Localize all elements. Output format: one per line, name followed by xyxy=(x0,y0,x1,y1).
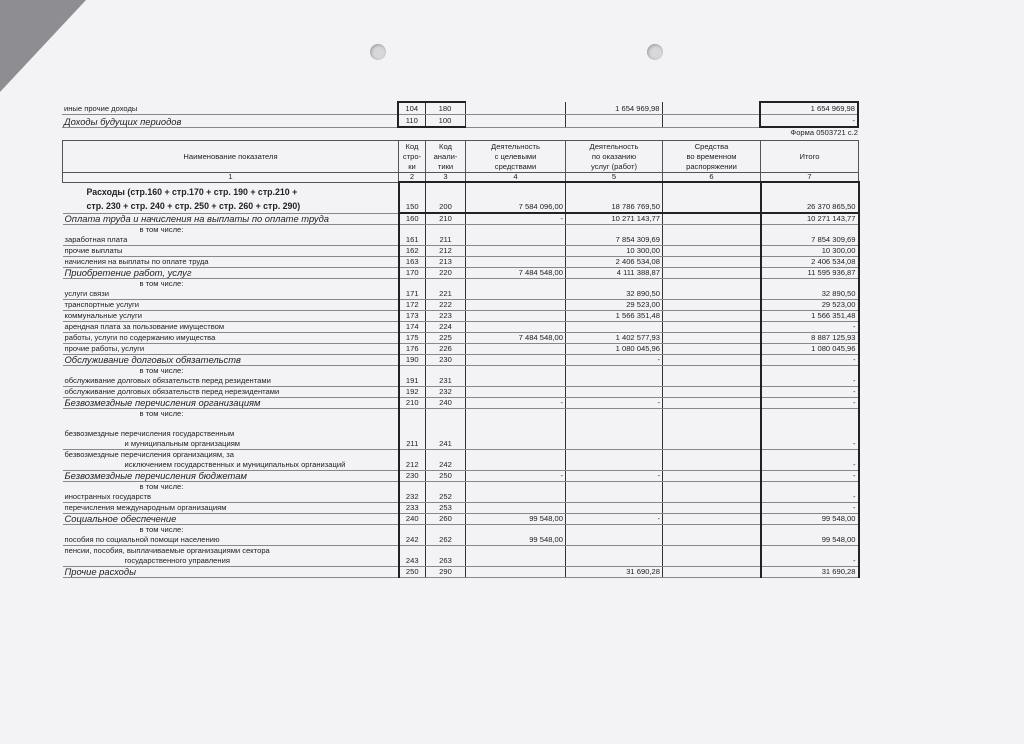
col5-value xyxy=(566,387,663,398)
row-label xyxy=(63,525,399,546)
col-number: 5 xyxy=(566,173,663,183)
header-code: Код стро- ки xyxy=(399,141,426,173)
col6-value xyxy=(663,355,761,366)
col4-value xyxy=(466,409,566,450)
row-analytics: 220 xyxy=(426,268,466,279)
col4-value xyxy=(465,102,565,115)
form-number: Форма 0503721 с.2 xyxy=(790,128,858,137)
header-col4: Деятельность с целевыми средствами xyxy=(466,141,566,173)
punch-hole xyxy=(370,44,386,60)
col6-value xyxy=(663,546,761,567)
row-label-line: обслуживание долговых обязательств перед резидентами xyxy=(64,376,271,385)
row-label-line: исключением государственных и муниципальных организаций xyxy=(124,460,346,469)
row-analytics: 262 xyxy=(426,525,466,546)
row-analytics: 230 xyxy=(426,355,466,366)
in-that-number-label: в том числе: xyxy=(139,366,184,375)
col4-value xyxy=(466,366,566,387)
row-label-line: и муниципальным организациям xyxy=(124,439,241,448)
row-code: 175 xyxy=(399,333,426,344)
table-row xyxy=(63,525,859,546)
total-value: - xyxy=(761,322,859,333)
row-label xyxy=(63,567,399,578)
col5-value xyxy=(566,366,663,387)
row-label xyxy=(63,279,399,300)
col4-value: 7 484 548,00 xyxy=(466,268,566,279)
row-label: иные прочие доходы xyxy=(62,102,398,115)
row-code: 192 xyxy=(399,387,426,398)
row-label-line: начисления на выплаты по оплате труда xyxy=(64,257,209,266)
col4-value xyxy=(466,257,566,268)
total-value: 2 406 534,08 xyxy=(761,257,859,268)
row-code: 190 xyxy=(399,355,426,366)
col5-value: 7 854 309,69 xyxy=(566,225,663,246)
col6-value xyxy=(662,115,760,128)
row-label xyxy=(63,482,399,503)
col6-value xyxy=(663,344,761,355)
col6-value xyxy=(663,333,761,344)
row-analytics: 225 xyxy=(426,333,466,344)
col5-value: 1 654 969,98 xyxy=(565,102,662,115)
row-analytics: 224 xyxy=(426,322,466,333)
row-label-line: работы, услуги по содержанию имущества xyxy=(64,333,216,342)
row-label-line: прочие работы, услуги xyxy=(64,344,145,353)
header-col6: Средства во временном распоряжении xyxy=(663,141,761,173)
in-that-number-label: в том числе: xyxy=(139,225,184,234)
col4-value xyxy=(466,546,566,567)
row-code: 160 xyxy=(399,213,426,225)
table-row xyxy=(63,366,859,387)
row-label-line: прочие выплаты xyxy=(64,246,123,255)
col5-value: 31 690,28 xyxy=(566,567,663,578)
col4-value xyxy=(466,387,566,398)
col5-value xyxy=(566,546,663,567)
total-value: 26 370 865,50 xyxy=(761,182,859,213)
col4-value xyxy=(466,225,566,246)
col5-value: 10 271 143,77 xyxy=(566,213,663,225)
row-analytics: 210 xyxy=(426,213,466,225)
total-value: 1 654 969,98 xyxy=(760,102,858,115)
row-analytics: 200 xyxy=(426,182,466,213)
row-label-line: услуги связи xyxy=(64,289,109,298)
col4-value: 7 484 548,00 xyxy=(466,333,566,344)
table-row xyxy=(63,322,859,333)
total-value: - xyxy=(761,503,859,514)
table-row xyxy=(63,300,859,311)
table-row xyxy=(63,409,859,450)
col4-value: 99 548,00 xyxy=(466,525,566,546)
total-value: 1 566 351,48 xyxy=(761,311,859,322)
col5-value xyxy=(566,322,663,333)
row-analytics: 221 xyxy=(426,279,466,300)
row-code: 242 xyxy=(399,525,426,546)
row-label-line: Прочие расходы xyxy=(64,566,136,577)
row-label-line: пенсии, пособия, выплачиваемые организациями сектора xyxy=(64,546,270,555)
row-label-line: пособия по социальной помощи населению xyxy=(64,535,220,544)
row-label xyxy=(63,409,399,450)
total-value: - xyxy=(761,355,859,366)
table-row xyxy=(63,182,859,213)
row-label xyxy=(63,257,399,268)
row-label xyxy=(63,471,399,482)
row-label-line: Приобретение работ, услуг xyxy=(64,267,192,278)
row-label-line: заработная плата xyxy=(64,235,128,244)
total-value: 10 300,00 xyxy=(761,246,859,257)
row-code: 172 xyxy=(399,300,426,311)
row-label-line: Расходы (стр.160 + стр.170 + стр. 190 + стр.210 + xyxy=(86,186,298,197)
row-analytics: 260 xyxy=(426,514,466,525)
header-total: Итого xyxy=(761,141,859,173)
table-row xyxy=(63,514,859,525)
col6-value xyxy=(663,257,761,268)
row-code: 211 xyxy=(399,409,426,450)
col5-value: 29 523,00 xyxy=(566,300,663,311)
total-value: - xyxy=(761,546,859,567)
row-code: 161 xyxy=(399,225,426,246)
col6-value xyxy=(663,300,761,311)
row-label xyxy=(63,268,399,279)
col6-value xyxy=(663,311,761,322)
row-analytics: 232 xyxy=(426,387,466,398)
row-analytics: 263 xyxy=(426,546,466,567)
total-value: 10 271 143,77 xyxy=(761,213,859,225)
col4-value xyxy=(466,503,566,514)
row-code: 171 xyxy=(399,279,426,300)
table-row xyxy=(63,546,859,567)
col4-value xyxy=(466,482,566,503)
col4-value: 99 548,00 xyxy=(466,514,566,525)
punch-hole xyxy=(647,44,663,60)
row-analytics: 222 xyxy=(426,300,466,311)
col-number: 1 xyxy=(63,173,399,183)
row-code: 212 xyxy=(399,450,426,471)
row-label-line: стр. 230 + стр. 240 + стр. 250 + стр. 260 + стр. 290) xyxy=(86,200,301,211)
row-analytics: 212 xyxy=(426,246,466,257)
table-row xyxy=(62,115,858,128)
col6-value xyxy=(663,398,761,409)
col4-value xyxy=(466,344,566,355)
row-label-line: Обслуживание долговых обязательств xyxy=(64,354,241,365)
row-label-line: перечисления международным организациям xyxy=(64,503,227,512)
col5-value: - xyxy=(566,398,663,409)
row-analytics: 213 xyxy=(426,257,466,268)
col6-value xyxy=(663,213,761,225)
row-label-line: коммунальные услуги xyxy=(64,311,142,320)
in-that-number-label: в том числе: xyxy=(139,482,184,491)
total-value: - xyxy=(761,366,859,387)
table-row xyxy=(63,471,859,482)
total-value: 7 854 309,69 xyxy=(761,225,859,246)
row-label-line: безвозмездные перечисления организациям, за xyxy=(64,450,234,459)
row-label xyxy=(63,225,399,246)
total-value: 29 523,00 xyxy=(761,300,859,311)
row-label xyxy=(63,503,399,514)
row-code: 240 xyxy=(399,514,426,525)
col4-value: - xyxy=(466,213,566,225)
table-row xyxy=(63,311,859,322)
col6-value xyxy=(663,387,761,398)
col5-value xyxy=(565,115,662,128)
col5-value: 10 300,00 xyxy=(566,246,663,257)
row-label-line: Оплата труда и начисления на выплаты по оплате труда xyxy=(64,213,329,224)
total-value: - xyxy=(760,115,858,128)
row-label xyxy=(63,300,399,311)
row-analytics: 240 xyxy=(426,398,466,409)
total-value: 11 595 936,87 xyxy=(761,268,859,279)
row-label xyxy=(63,398,399,409)
col4-value xyxy=(466,355,566,366)
row-analytics: 211 xyxy=(426,225,466,246)
col-number: 3 xyxy=(426,173,466,183)
col-number: 6 xyxy=(663,173,761,183)
col6-value xyxy=(663,525,761,546)
col5-value xyxy=(566,482,663,503)
col5-value: 4 111 388,87 xyxy=(566,268,663,279)
table-row xyxy=(63,344,859,355)
table-row xyxy=(63,246,859,257)
table-row xyxy=(63,355,859,366)
row-code: 110 xyxy=(398,115,425,128)
row-code: 170 xyxy=(399,268,426,279)
row-analytics: 242 xyxy=(426,450,466,471)
row-code: 104 xyxy=(398,102,425,115)
row-code: 163 xyxy=(399,257,426,268)
col5-value: 32 890,50 xyxy=(566,279,663,300)
col4-value xyxy=(465,115,565,128)
col5-value: - xyxy=(566,355,663,366)
col6-value xyxy=(663,450,761,471)
table-row xyxy=(63,398,859,409)
col5-value: 1 402 577,93 xyxy=(566,333,663,344)
total-value: 99 548,00 xyxy=(761,514,859,525)
row-label xyxy=(63,514,399,525)
row-label xyxy=(63,322,399,333)
income-table xyxy=(62,101,859,128)
total-value: - xyxy=(761,471,859,482)
row-code: 176 xyxy=(399,344,426,355)
col5-value: 2 406 534,08 xyxy=(566,257,663,268)
row-label-line: обслуживание долговых обязательств перед нерезидентами xyxy=(64,387,280,396)
expenses-table xyxy=(62,140,860,578)
row-label xyxy=(63,450,399,471)
total-value: - xyxy=(761,450,859,471)
row-analytics: 241 xyxy=(426,409,466,450)
row-code: 173 xyxy=(399,311,426,322)
col5-value: - xyxy=(566,471,663,482)
row-analytics: 253 xyxy=(426,503,466,514)
total-value: 31 690,28 xyxy=(761,567,859,578)
row-code: 150 xyxy=(399,182,426,213)
row-analytics: 223 xyxy=(426,311,466,322)
row-label xyxy=(63,213,399,225)
total-value: - xyxy=(761,482,859,503)
col6-value xyxy=(663,503,761,514)
header-col5: Деятельность по оказанию услуг (работ) xyxy=(566,141,663,173)
col4-value xyxy=(466,311,566,322)
in-that-number-label: в том числе: xyxy=(139,279,184,288)
table-row xyxy=(63,503,859,514)
row-label xyxy=(63,182,399,213)
col4-value: 7 584 096,00 xyxy=(466,182,566,213)
table-row xyxy=(63,387,859,398)
col6-value xyxy=(663,471,761,482)
col6-value xyxy=(663,409,761,450)
header-analytics: Код анали- тики xyxy=(426,141,466,173)
col5-value xyxy=(566,525,663,546)
col4-value: - xyxy=(466,471,566,482)
row-label xyxy=(63,246,399,257)
table-row xyxy=(63,450,859,471)
col6-value xyxy=(663,567,761,578)
total-value: 99 548,00 xyxy=(761,525,859,546)
row-code: 232 xyxy=(399,482,426,503)
table-row xyxy=(63,482,859,503)
row-analytics: 231 xyxy=(426,366,466,387)
row-label-line: Безвозмездные перечисления бюджетам xyxy=(64,470,247,481)
col6-value xyxy=(662,102,760,115)
row-code: 230 xyxy=(399,471,426,482)
header-name: Наименование показателя xyxy=(63,141,399,173)
row-label xyxy=(63,344,399,355)
total-value: - xyxy=(761,409,859,450)
col6-value xyxy=(663,225,761,246)
col5-value xyxy=(566,409,663,450)
spacer xyxy=(65,419,396,429)
row-code: 243 xyxy=(399,546,426,567)
col4-value xyxy=(466,450,566,471)
col4-value: - xyxy=(466,398,566,409)
row-code: 210 xyxy=(399,398,426,409)
in-that-number-label: в том числе: xyxy=(139,409,184,418)
row-label xyxy=(63,333,399,344)
row-label xyxy=(63,387,399,398)
col5-value xyxy=(566,503,663,514)
row-code: 233 xyxy=(399,503,426,514)
col6-value xyxy=(663,482,761,503)
total-value: - xyxy=(761,398,859,409)
table-row xyxy=(62,102,858,115)
col4-value xyxy=(466,246,566,257)
col4-value xyxy=(466,322,566,333)
col5-value: - xyxy=(566,514,663,525)
folded-corner xyxy=(0,0,86,92)
col4-value xyxy=(466,300,566,311)
col5-value xyxy=(566,450,663,471)
row-label-line: транспортные услуги xyxy=(64,300,140,309)
total-value: 8 887 125,93 xyxy=(761,333,859,344)
table-row xyxy=(63,213,859,225)
col5-value: 18 786 769,50 xyxy=(566,182,663,213)
col4-value xyxy=(466,567,566,578)
row-label-line: безвозмездные перечисления государственным xyxy=(64,429,235,438)
row-label xyxy=(63,546,399,567)
table-row xyxy=(63,257,859,268)
row-analytics: 180 xyxy=(425,102,465,115)
table-row xyxy=(63,225,859,246)
col4-value xyxy=(466,279,566,300)
col-number: 4 xyxy=(466,173,566,183)
row-code: 191 xyxy=(399,366,426,387)
table-row xyxy=(63,333,859,344)
row-code: 250 xyxy=(399,567,426,578)
row-label-line: арендная плата за пользование имуществом xyxy=(64,322,225,331)
row-label-line: государственного управления xyxy=(124,556,230,565)
table-row xyxy=(63,567,859,578)
row-analytics: 252 xyxy=(426,482,466,503)
col-number: 2 xyxy=(399,173,426,183)
col6-value xyxy=(663,268,761,279)
total-value: 32 890,50 xyxy=(761,279,859,300)
col-number: 7 xyxy=(761,173,859,183)
row-label-line: Социальное обеспечение xyxy=(64,513,177,524)
row-code: 174 xyxy=(399,322,426,333)
row-label xyxy=(63,355,399,366)
total-value: - xyxy=(761,387,859,398)
col6-value xyxy=(663,279,761,300)
total-value: 1 080 045,96 xyxy=(761,344,859,355)
col6-value xyxy=(663,322,761,333)
row-label-line: Безвозмездные перечисления организациям xyxy=(64,397,261,408)
table-row xyxy=(63,279,859,300)
row-label-line: иностранных государств xyxy=(64,492,151,501)
col5-value: 1 566 351,48 xyxy=(566,311,663,322)
row-label xyxy=(63,311,399,322)
in-that-number-label: в том числе: xyxy=(139,525,184,534)
col6-value xyxy=(663,246,761,257)
row-analytics: 100 xyxy=(425,115,465,128)
row-analytics: 226 xyxy=(426,344,466,355)
row-analytics: 250 xyxy=(426,471,466,482)
row-label: Доходы будущих периодов xyxy=(62,115,398,128)
row-analytics: 290 xyxy=(426,567,466,578)
row-label xyxy=(63,366,399,387)
table-row xyxy=(63,268,859,279)
col6-value xyxy=(663,366,761,387)
col6-value xyxy=(663,182,761,213)
col5-value: 1 080 045,96 xyxy=(566,344,663,355)
row-code: 162 xyxy=(399,246,426,257)
col6-value xyxy=(663,514,761,525)
